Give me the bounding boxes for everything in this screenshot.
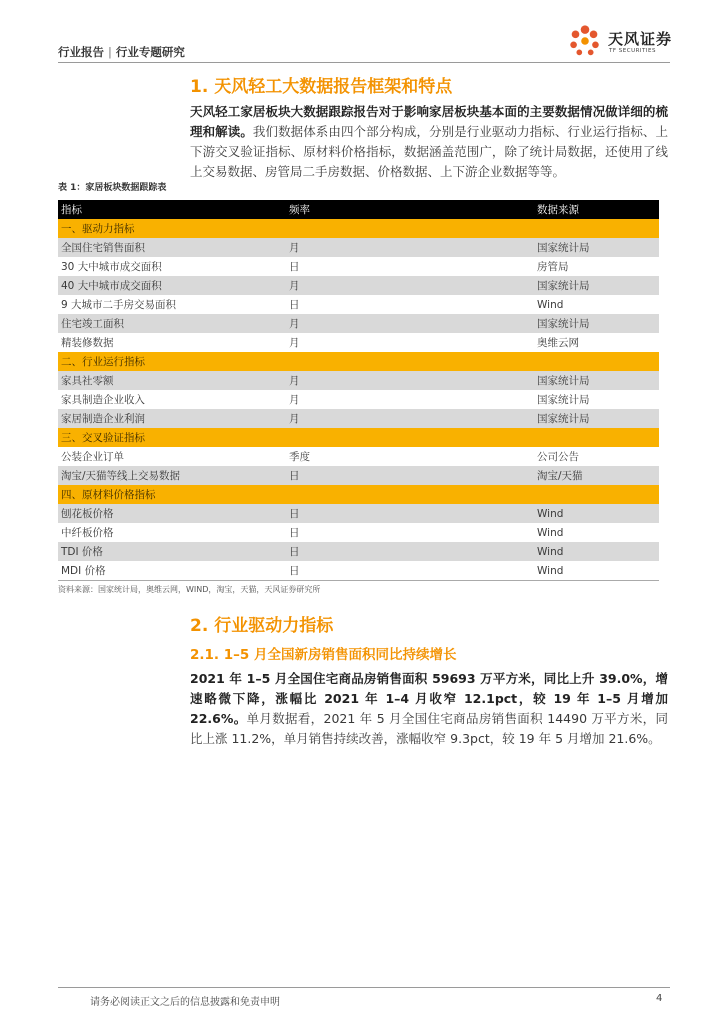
source-cell: 房管局 <box>534 257 659 276</box>
frequency-cell: 月 <box>286 314 534 333</box>
section-2-1-body: 单月数据看，2021 年 5 月全国住宅商品房销售面积 14490 万平方米，同比上涨 11.2%，单月销售持续改善，涨幅收窄 9.3pct，较 19 年 5 月增加 21.6%。 <box>190 711 668 746</box>
section-1-body: 我们数据体系由四个部分构成，分别是行业驱动力指标、行业运行指标、上下游交叉验证指标、原材料价格指标，数据涵盖范围广，除了统计局数据，还使用了线上交易数据、房管局二手房数据、价格数据、上下游企业数据等等。 <box>190 124 668 179</box>
table-row <box>58 371 659 390</box>
table-caption: 表 1：家居板块数据跟踪表 <box>58 183 167 193</box>
indicator-cell: 精装修数据 <box>58 333 286 352</box>
breadcrumb-separator: | <box>108 45 112 59</box>
source-cell: Wind <box>534 523 659 542</box>
table-row <box>58 333 659 352</box>
table-source-note: 资料来源：国家统计局，奥维云网，WIND，淘宝，天猫，天风证券研究所 <box>58 585 321 594</box>
source-cell: Wind <box>534 561 659 581</box>
frequency-cell: 月 <box>286 333 534 352</box>
table-row <box>58 295 659 314</box>
source-cell <box>534 352 659 371</box>
table-section-row <box>58 352 659 371</box>
table-row <box>58 390 659 409</box>
section-label-cell: 二、行业运行指标 <box>58 352 286 371</box>
frequency-cell: 月 <box>286 276 534 295</box>
brand-subtitle: TF SECURITIES <box>609 48 656 54</box>
indicator-cell: 家具制造企业收入 <box>58 390 286 409</box>
frequency-cell: 季度 <box>286 447 534 466</box>
frequency-cell: 月 <box>286 371 534 390</box>
table-section-row <box>58 428 659 447</box>
frequency-cell: 月 <box>286 238 534 257</box>
source-cell: Wind <box>534 542 659 561</box>
source-cell: 奥维云网 <box>534 333 659 352</box>
frequency-cell: 日 <box>286 504 534 523</box>
source-cell: 国家统计局 <box>534 390 659 409</box>
indicator-cell: MDI 价格 <box>58 561 286 581</box>
section-1-paragraph <box>190 102 668 182</box>
section-2-heading: 2. 行业驱动力指标 <box>190 616 334 636</box>
indicator-cell: 中纤板价格 <box>58 523 286 542</box>
indicator-cell: 9 大城市二手房交易面积 <box>58 295 286 314</box>
footer-divider <box>58 987 670 988</box>
source-cell: 国家统计局 <box>534 409 659 428</box>
table-section-row <box>58 485 659 504</box>
section-1-heading: 1. 天风轻工大数据报告框架和特点 <box>190 77 453 97</box>
table-row <box>58 542 659 561</box>
source-cell: 公司公告 <box>534 447 659 466</box>
indicator-cell: 住宅竣工面积 <box>58 314 286 333</box>
frequency-cell: 日 <box>286 523 534 542</box>
indicator-cell: 30 大中城市成交面积 <box>58 257 286 276</box>
source-cell <box>534 485 659 504</box>
frequency-cell: 日 <box>286 542 534 561</box>
source-cell: 国家统计局 <box>534 371 659 390</box>
table-row <box>58 409 659 428</box>
table-row <box>58 447 659 466</box>
source-cell: 国家统计局 <box>534 238 659 257</box>
frequency-cell: 日 <box>286 257 534 276</box>
indicator-cell: 40 大中城市成交面积 <box>58 276 286 295</box>
source-cell <box>534 428 659 447</box>
section-2-1-paragraph <box>190 669 668 749</box>
section-1-bold-lead: 天风轻工家居板块大数据跟踪报告对于影响家居板块基本面的主要数据情况做详细的梳理和解读。 <box>190 104 668 139</box>
table-row <box>58 276 659 295</box>
frequency-cell <box>286 352 534 371</box>
indicator-cell: TDI 价格 <box>58 542 286 561</box>
frequency-cell <box>286 485 534 504</box>
indicator-cell: 公装企业订单 <box>58 447 286 466</box>
section-label-cell: 四、原材料价格指标 <box>58 485 286 504</box>
table-row <box>58 561 659 581</box>
header-divider <box>58 62 670 63</box>
frequency-cell: 日 <box>286 466 534 485</box>
source-cell: Wind <box>534 295 659 314</box>
tf-securities-logo <box>566 22 676 62</box>
table-body <box>58 219 659 581</box>
disclaimer-note: 请务必阅读正文之后的信息披露和免责申明 <box>90 997 280 1008</box>
flower-logo-icon <box>566 22 604 60</box>
frequency-cell: 月 <box>286 390 534 409</box>
section-2-1-heading: 2.1. 1–5 月全国新房销售面积同比持续增长 <box>190 647 457 663</box>
table-header-row <box>58 200 659 219</box>
source-cell: Wind <box>534 504 659 523</box>
column-header-indicator: 指标 <box>58 200 286 219</box>
data-tracking-table <box>58 200 659 581</box>
section-2-1-bold-lead: 2021 年 1–5 月全国住宅商品房销售面积 59693 万平方米，同比上升 39.0%，增速略微下降，涨幅比 2021 年 1–4 月收窄 12.1pct，较 19 年 1–5 月增加 22.6%。 <box>190 671 668 726</box>
table-row <box>58 257 659 276</box>
indicator-cell: 刨花板价格 <box>58 504 286 523</box>
page-number: 4 <box>656 993 663 1004</box>
breadcrumb <box>58 44 185 60</box>
table-section-row <box>58 219 659 238</box>
table-row <box>58 238 659 257</box>
indicator-cell: 家居制造企业利润 <box>58 409 286 428</box>
section-label-cell: 三、交叉验证指标 <box>58 428 286 447</box>
table-row <box>58 466 659 485</box>
frequency-cell: 月 <box>286 409 534 428</box>
table-row <box>58 523 659 542</box>
table-row <box>58 504 659 523</box>
source-cell: 国家统计局 <box>534 276 659 295</box>
source-cell <box>534 219 659 238</box>
frequency-cell <box>286 428 534 447</box>
frequency-cell: 日 <box>286 561 534 581</box>
table-row <box>58 314 659 333</box>
brand-name: 天风证券 <box>608 30 673 48</box>
source-cell: 淘宝/天猫 <box>534 466 659 485</box>
section-label-cell: 一、驱动力指标 <box>58 219 286 238</box>
column-header-source: 数据来源 <box>534 200 659 219</box>
column-header-frequency: 频率 <box>286 200 534 219</box>
frequency-cell <box>286 219 534 238</box>
breadcrumb-report-type: 行业报告 <box>58 45 104 59</box>
indicator-cell: 全国住宅销售面积 <box>58 238 286 257</box>
indicator-cell: 家具社零额 <box>58 371 286 390</box>
indicator-cell: 淘宝/天猫等线上交易数据 <box>58 466 286 485</box>
source-cell: 国家统计局 <box>534 314 659 333</box>
breadcrumb-report-category: 行业专题研究 <box>115 45 185 59</box>
frequency-cell: 日 <box>286 295 534 314</box>
